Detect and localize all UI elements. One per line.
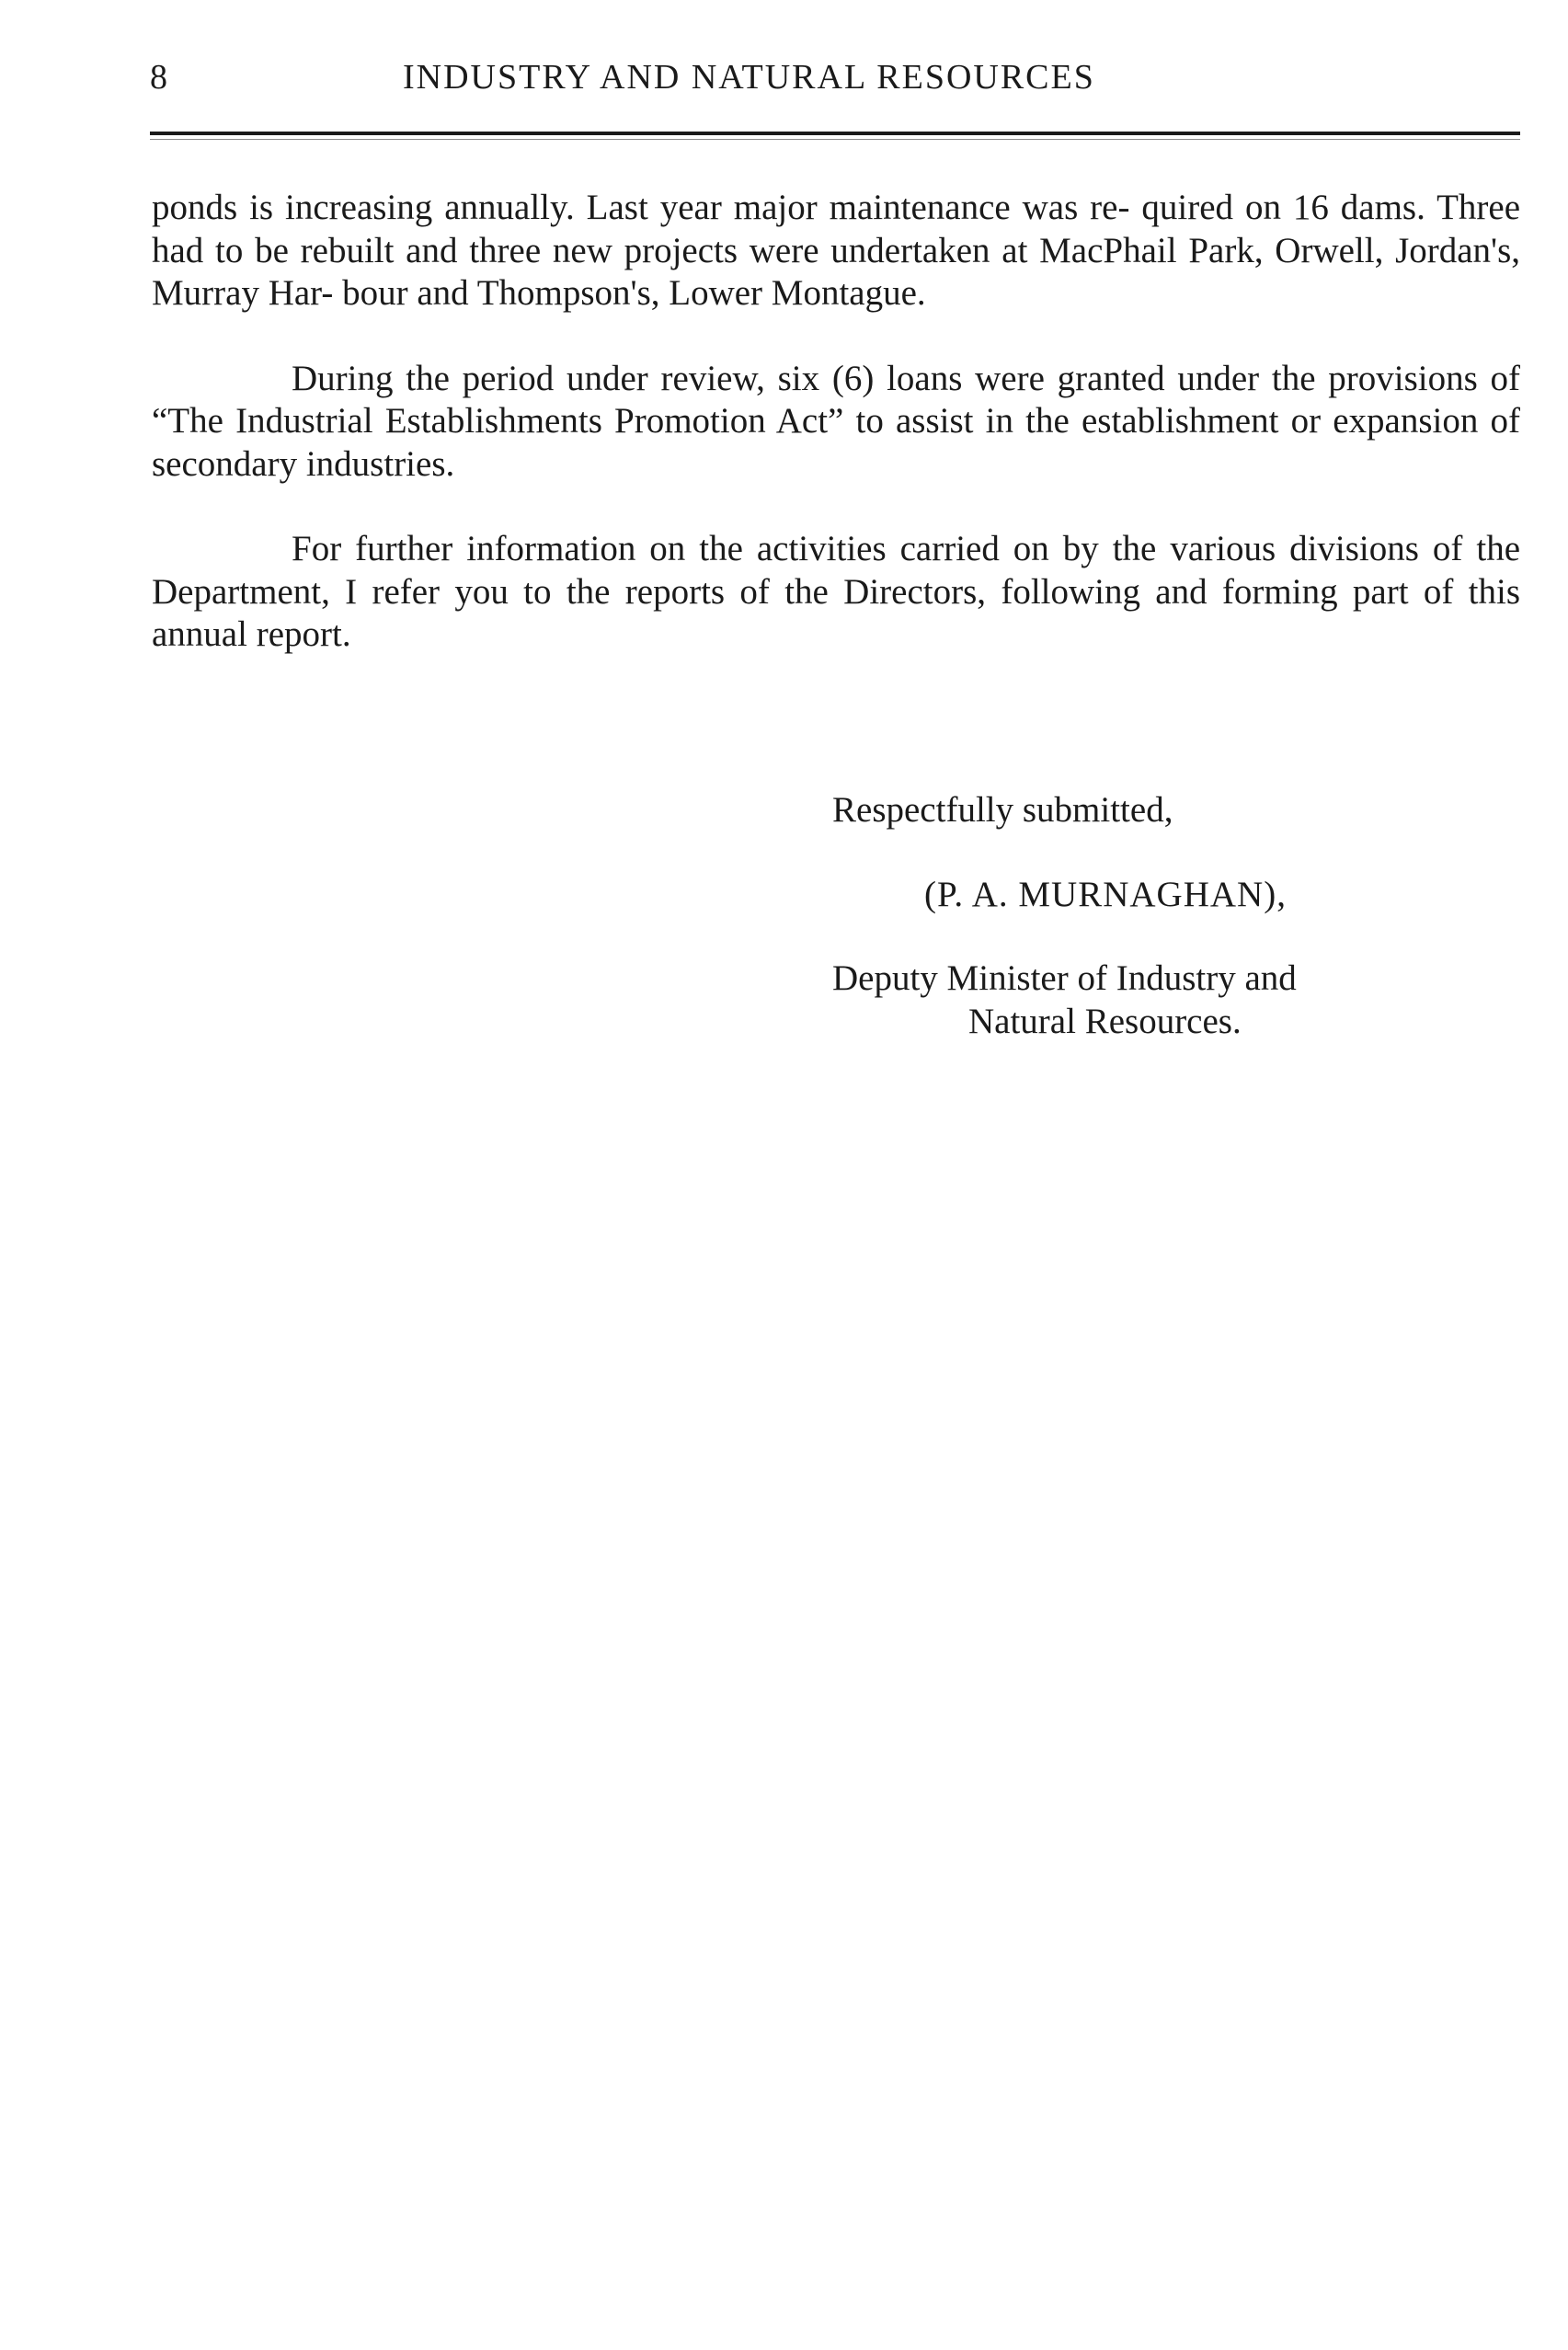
closing-block: [832, 789, 1531, 1043]
paragraph-loans: During the period under review, six (6) loans were granted under the provisions of “The Industrial Establishments Promotion Act” to assist in the establishment or expansion of secondary industries.: [152, 358, 1520, 484]
body-text: [152, 187, 1520, 657]
header-rule: [150, 132, 1520, 135]
paragraph-continued: ponds is increasing annually. Last year major maintenance was re- quired on 16 dams. Three had to be rebuilt and three new projects were undertaken at MacPhail Park, Orwell, Jordan's, Murray Har- bour and Thompson's, Lower Montague.: [152, 188, 1520, 313]
page-header: [150, 57, 1520, 112]
paragraph-further-information: For further information on the activities carried on by the various divisions of the Department, I refer you to the reports of the Directors, following and forming part of this annual report.: [152, 529, 1520, 654]
header-rule-thin: [150, 139, 1520, 140]
running-title: INDUSTRY AND NATURAL RESOURCES: [403, 58, 1095, 97]
signatory-title-line-2: Natural Resources.: [968, 1001, 1242, 1041]
page-number: 8: [150, 58, 168, 97]
salutation: Respectfully submitted,: [832, 790, 1173, 830]
signature: (P. A. MURNAGHAN),: [924, 874, 1287, 914]
signatory-title-line-1: Deputy Minister of Industry and: [832, 958, 1297, 998]
